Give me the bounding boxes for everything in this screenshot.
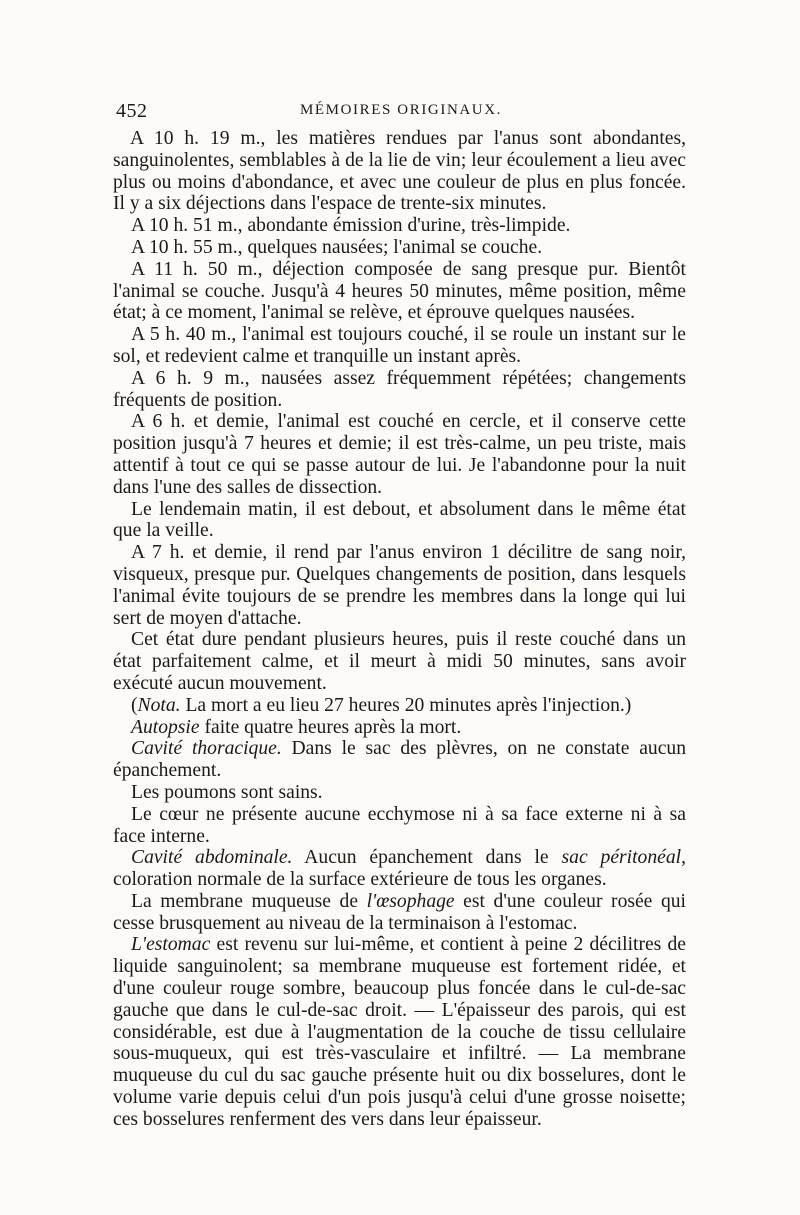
paragraph-oesophage: La membrane muqueuse de l'œsophage est d'une couleur rosée qui cesse brusquement au niveau de la terminaison à l'estomac.	[113, 890, 686, 934]
italic-text: L'estomac	[131, 934, 211, 956]
italic-text: Cavité abdominale.	[131, 847, 293, 869]
paragraph: A 10 h. 51 m., abondante émission d'urine, très-limpide.	[131, 215, 571, 237]
paragraph: A 6 h. et demie, l'animal est couché en cercle, et il conserve cette position jusqu'à 7 heures et demie; il est très-calme, un peu triste, mais attentif à tout ce qui se passe autour de lui. Je l'abandonne pour la nuit dans l'une des salles de dissection.	[113, 411, 686, 498]
italic-text: Nota.	[137, 694, 181, 716]
paragraph: Le cœur ne présente aucune ecchymose ni à sa face externe ni à sa face interne.	[113, 803, 686, 847]
page-header	[116, 100, 686, 126]
italic-text: sac péritonéal	[561, 847, 682, 869]
paragraph: A 10 h. 55 m., quelques nausées; l'animal se couche.	[131, 236, 543, 258]
paragraph: A 10 h. 19 m., les matières rendues par l'anus sont abondantes, sanguinolentes, semblables à de la lie de vin; leur écoulement a lieu avec plus ou moins d'abondance, et avec une couleur de plus en plus foncée. Il y a six déjections dans l'espace de trente-six minutes.	[113, 128, 686, 215]
running-title: MÉMOIRES ORIGINAUX.	[299, 102, 503, 118]
paragraph: Cet état dure pendant plusieurs heures, puis il reste couché dans un état parfaitement calme, et il meurt à midi 50 minutes, sans avoir exécuté aucun mouvement.	[113, 629, 686, 694]
paragraph: Les poumons sont sains.	[131, 781, 323, 803]
paragraph: A 6 h. 9 m., nausées assez fréquemment répétées; changements fréquents de position.	[113, 367, 686, 411]
italic-text: Autopsie	[131, 716, 200, 738]
paragraph-cavite-thoracique: Cavité thoracique. Dans le sac des plèvres, on ne constate aucun épanchement.	[113, 738, 686, 782]
paragraph-cavite-abdominale: Cavité abdominale. Aucun épanchement dans le sac péritonéal, coloration normale de la surface extérieure de tous les organes.	[113, 847, 686, 891]
paragraph: A 11 h. 50 m., déjection composée de sang presque pur. Bientôt l'animal se couche. Jusqu'à 4 heures 50 minutes, même position, même état; à ce moment, l'animal se relève, et éprouve quelques nausées.	[113, 258, 686, 324]
body-text	[113, 128, 686, 1131]
page-number: 452	[116, 100, 148, 122]
paragraph-estomac: L'estomac est revenu sur lui-même, et contient à peine 2 décilitres de liquide sanguinolent; sa membrane muqueuse est fortement ridée, et d'une couleur rouge sombre, beaucoup plus foncée dans le cul-de-sac gauche que dans le cul-de-sac droit. — L'épaisseur des parois, qui est considérable, est due à l'augmentation de la couche de tissu cellulaire sous-muqueux, qui est très-vasculaire et infiltré. — La membrane muqueuse du cul du sac gauche présente huit ou dix bosselures, dont le volume varie depuis celui d'un pois jusqu'à celui d'une grosse noisette; ces bosselures renferment des vers dans leur épaisseur.	[113, 934, 686, 1130]
paragraph: Le lendemain matin, il est debout, et absolument dans le même état que la veille.	[113, 498, 686, 542]
paragraph: A 5 h. 40 m., l'animal est toujours couché, il se roule un instant sur le sol, et redevient calme et tranquille un instant après.	[113, 324, 686, 367]
paragraph-autopsie: Autopsie faite quatre heures après la mort.	[131, 716, 462, 738]
italic-text: l'œsophage	[366, 890, 455, 912]
paragraph: A 7 h. et demie, il rend par l'anus environ 1 décilitre de sang noir, visqueux, presque pur. Quelques changements de position, dans lesquels l'animal évite toujours de se prendre les membres dans la longe qui lui sert de moyen d'attache.	[113, 542, 686, 629]
paragraph-nota: (Nota. La mort a eu lieu 27 heures 20 minutes après l'injection.)	[131, 694, 632, 716]
italic-text: Cavité thoracique.	[131, 738, 282, 760]
